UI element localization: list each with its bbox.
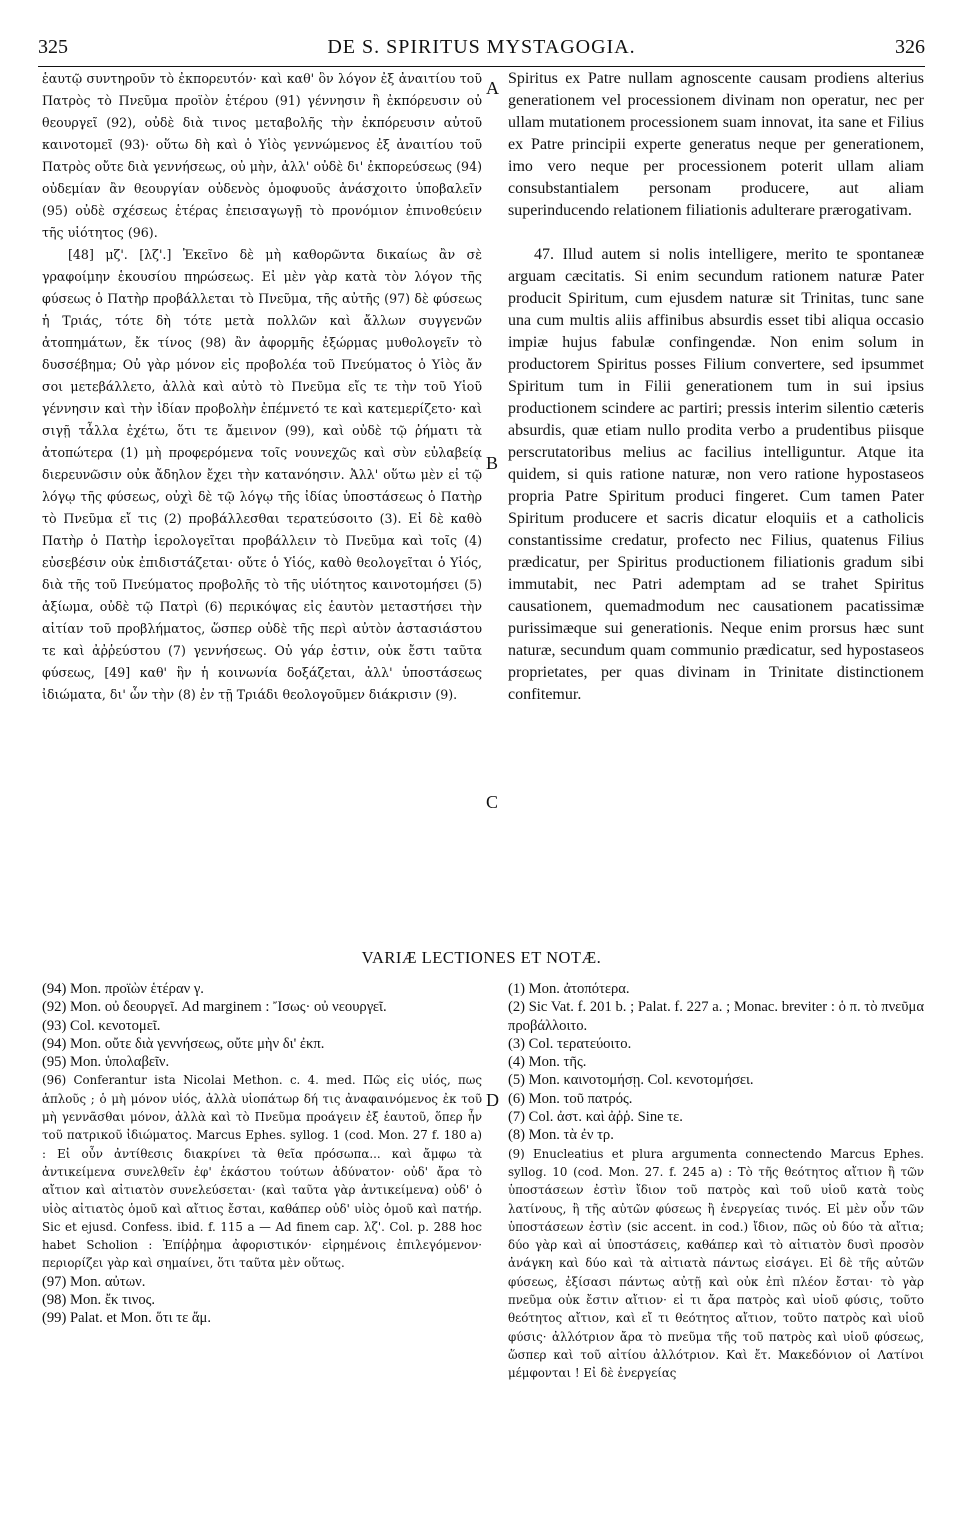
note-99: (99) Palat. et Mon. ὅτι τε ἄμ. (42, 1310, 211, 1327)
margin-letter-a: A (486, 78, 499, 98)
note-4: (4) Mon. τῆς. (508, 1054, 587, 1071)
note-6: (6) Mon. τοῦ πατρός. (508, 1090, 633, 1107)
note-7: (7) Col. ἀστ. καὶ ἀῤῥ. Sine τε. (508, 1109, 683, 1126)
note-1: (1) Mon. ἀτοπότερα. (508, 981, 630, 997)
note-3: (3) Col. τερατεύοιτο. (508, 1035, 632, 1052)
notes-right-column (508, 980, 924, 1505)
note-92: (92) Mon. οὐ δεουργεῖ. Ad marginem : Ἴσως· οὐ νεουργεῖ. (42, 999, 387, 1016)
running-title: DE S. SPIRITUS MYSTAGOGIA. (327, 36, 636, 58)
notes-title: VARIÆ LECTIONES ET NOTÆ. (361, 948, 602, 967)
latin-paragraph-1: Spiritus ex Patre nullam agnoscente causam prodiens alterius generationem vel processionem divinam non operatur, nec per ullam mutationem processionem suam innovat, ita sane et Filius ex Patre principii experte generatus neque per generationem, imo vero neque per processionem poterit ullam aliam consubstantialem personam producere, aut aliam superinducendo relationem filiationis adulterare prærogativam. (508, 70, 924, 219)
note-97: (97) Mon. αὐτων. (42, 1273, 146, 1290)
margin-letter-b: B (486, 453, 499, 473)
latin-column (508, 68, 924, 888)
note-94a: (94) Mon. προϊὼν ἑτέραν γ. (42, 981, 204, 997)
page-number-right: 326 (895, 36, 925, 58)
latin-paragraph-2: 47. Illud autem si nolis intelligere, merito te spontaneæ arguam cæcitatis. Si enim secundum rationem naturæ Pater producit Spiritum, cum ejusdem naturæ sit Trinitas, tunc sane una cum multis aliis affinibus absurdis esset tibi aliqua occasio impiæ hujus fabulæ confingendæ. Non enim solum in productorem Spiritus posses Filium convertere, sed ipsummet Spiritum tum in Filii generationem tum in sui ipsius productionem scindere ac partiri; pressis interim silentio cæteris absurdis, quæ etiam nullo prodita verbo a prudentibus piisque perscrutatoribus melius ac facilius intelliguntur. Atque ita quidem, si quis ratione naturæ, non vero ratione hypostaseos propria Patre Spiritum produci fingeret. Cum tamen Pater Spiritum producere et sacris dicatur eloquiis et a catholicis constantissime credatur, profecto nec Filius, quatenus Filius prædicatur, per Spiritus productionem filiationis gradum sibi immutabit, nec Patri ademptam ad se trahet Spiritus causationem, quemadmodum nec causationem pacatissimæ purissimæque sui generationis. Neque enim prorsus hæc sunt naturæ, secundum quam communio prædicatur, sed hypostaseos proprietates, per quas divinam in Trinitate distinctionem confitemur. (508, 246, 924, 703)
note-96: (96) Conferantur ista Nicolai Methon. c. 4. med. Πῶς εἰς υἱός, πως ἁπλοῦς ; ὁ μὴ μόνον υἱός, ἀλλὰ υἱοπάτωρ δή τις ἀναφαινόμενος ἐκ τοῦ μὴ γεννᾶσθαι μόνον, ἀλλὰ καὶ τὸ Πνεῦμα προάγειν ἐξ ἑαυτοῦ, ὅπερ ἦν τοῦ πατρικοῦ ἰδιώματος. Marcus Ephes. syllog. 1 (cod. Mon. 27 f. 180 a) : Εἰ οὖν ἀντίθεσις διακρίνει τὰ θεῖα πρόσωπα... καὶ ἄμφω τὰ ἀντικείμενα συνελθεῖν ἐφ' ἑκάστου τούτων ἀδύνατον· οὐδ' ἄρα τὸ αἴτιον καὶ αἰτιατὸν συνελεύσεται· (καὶ ταῦτα γὰρ ἀντικείμενα) οὐδ' ὁ υἱὸς αἰτιατὸς ὁμοῦ καὶ αἴτιος ἔσται, καθάπερ οὐδ' υἱὸς ὁμοῦ καὶ πατήρ. Sic et ejusd. Confess. ibid. f. 115 a — Ad finem cap. λζ'. Col. p. 288 hoc habet Scholion : Ἐπίῤῥημα ἀφοριστικόν· εἰρημένοις ἐπιλεγόμενον· περιορίζει γὰρ καὶ σημαίνει, ὅτι ταῦτα μὲν οὕτως. (42, 1073, 482, 1271)
header-rule (38, 66, 925, 67)
notes-left-column (42, 980, 482, 1505)
note-2: (2) Sic Vat. f. 201 b. ; Palat. f. 227 a. ; Monac. breviter : ὁ π. τὸ πνεῦμα προβάλλοιτο. (508, 999, 924, 1034)
page-number-left: 325 (38, 36, 68, 58)
margin-letter-d: D (486, 1090, 499, 1110)
greek-paragraph-2: [48] μζ'. [λζ'.] Ἐκεῖνο δὲ μὴ καθορῶντα δικαίως ἂν σὲ γραφοίμην ἑκουσίου πηρώσεως. Εἰ μὲν γὰρ κατὰ τὸν λόγον τῆς φύσεως ὁ Πατὴρ προβάλλεται τὸ Πνεῦμα, τῆς αὐτῆς (97) δὲ φύσεως ἡ Τριάς, τότε δὴ τότε μετὰ πολλῶν καὶ ἄλλων συγγενῶν ἀτοπημάτων, ἔκ τίνος (98) ἂν ἀφορμῆς ἐξώρμας μυθολογεῖν τὸ δυσσέβημα; Οὐ γὰρ μόνον εἰς προβολέα τοῦ Πνεύματος ὁ Υἱὸς ἄν σοι μετεβάλλετο, ἀλλὰ καὶ αὐτὸ τὸ Πνεῦμα εἴς τε τὴν τοῦ Υἱοῦ γέννησιν καὶ τὴν ἰδίαν προβολὴν ἐπέμνετό τε καὶ κατεμερίζετο· καὶ σιγῇ τἆλλα ἐχέτω, ὅτι τε ἄμεινον (99), καὶ οὐδὲ τῷ ῥήματι τὰ ἀτοπώτερα (1) μὴ προφερόμενα τοῖς νουνεχῶς καὶ σὺν εὐλαβείᾳ διερευνῶσιν οὐκ ἄδηλον ἔχει τὴν κατανόησιν. Ἀλλ' οὕτω μὲν εἰ τῷ λόγῳ τῆς φύσεως, οὐχὶ δὲ τῷ λόγῳ τῆς ἰδίας ὑποστάσεως ὁ Πατὴρ τὸ Πνεῦμα εἴ τις (2) προβάλλεσθαι τερατεύσοιτο (3). Εἰ δὲ καθὸ Πατὴρ ὁ Πατὴρ ἱερολογεῖται προβάλλειν τὸ Πνεῦμα καὶ τοῖς (4) εὐσεβέσιν οὐκ ἐπιδιστάζεται· οὔτε ὁ Υἱός, καθὸ θεολογεῖται ὁ Υἱός, διὰ τῆς τοῦ Πνεύματος προβολῆς τὸ τῆς υἱότητος καινοτομήσει (5) ἀξίωμα, οὐδὲ τῷ Πατρὶ (6) περικόψας εἰς ἑαυτὸν μεταστήσει τὴν αἰτίαν τοῦ προβλήματος, ὥσπερ οὐδὲ τῆς περὶ αὐτὸν ἀστασιάστου τε καὶ ἀῤῥεύστου (7) γεννήσεως. Οὐ γάρ ἐστιν, οὐκ ἔστι ταῦτα φύσεως, [49] καθ' ἣν ἡ κοινωνία δοξάζεται, ἀλλ' ὑποστάσεως ἰδιώματα, δι' ὧν τὴν (8) ἐν τῇ Τριάδι θεολογοῦμεν διάκρισιν (9). (42, 247, 482, 702)
note-98: (98) Mon. ἔκ τινος. (42, 1292, 156, 1309)
note-93: (93) Col. κενοτομεῖ. (42, 1017, 161, 1034)
page-header (38, 36, 925, 64)
note-9: (9) Enucleatius et plura argumenta connectendo Marcus Ephes. syllog. 10 (cod. Mon. 27. f. 245 a) : Τὸ τῆς θεότητος αἴτιον ἢ τῶν ὑποστάσεων ἐστὶν ἴδιον τοῦ πατρὸς καὶ τοῦ υἱοῦ κατὰ τοὺς λατίνους, ἢ τῆς αὐτῶν φύσεως ἢ ἐνεργείας τινός. Εἰ μὲν οὖν τῶν ὑποστάσεων ἐστὶν (sic accent. in cod.) ἴδιον, πῶς οὐ δύο τὰ αἴτια; δύο γὰρ καὶ αἱ ὑποστάσεις, καθάπερ καὶ τὸ αἰτιατὸν δυσὶ προσὸν ἀνάγκη καὶ δύο καὶ τὰ αἰτιατὰ πάντως εἰσάγει. Εἰ δὲ τῆς αὐτῶν φύσεως, ἐξίσασι πάντως αὐτῇ καὶ οὐκ ἐπὶ πλέον ἔσται· τὸ γὰρ πνεῦμα οὐκ ἔστιν αἴτιον· εἰ τι ἄρα πατρὸς καὶ υἱοῦ φύσις, τοῦτο θεότητος αἴτιον, καὶ εἴ τι θεότητος αἴτιον, τοῦτο πατρὸς καὶ υἱοῦ φύσις· ἀλλότριον ἄρα τὸ πνεῦμα τῆς τοῦ πατρὸς καὶ υἱοῦ φύσεως, ὥσπερ καὶ τοῦ αἰτίου ἀλλότριον. Καὶ ἔτ. Μακεδόνιον οἱ Λατίνοι μέμφονται ! Εἰ δὲ ἐνεργείας (508, 1146, 924, 1381)
greek-column (42, 68, 482, 938)
note-95: (95) Mon. ὑπολαβεῖν. (42, 1054, 170, 1071)
margin-letter-c: C (486, 792, 499, 812)
note-5: (5) Mon. καινοτομήσῃ. Col. κενοτομήσει. (508, 1072, 754, 1089)
note-8: (8) Mon. τὰ ἐν τρ. (508, 1127, 614, 1144)
note-94b: (94) Mon. οὔτε διὰ γεννήσεως, οὔτε μὴν δι' ἐκπ. (42, 1035, 325, 1052)
greek-paragraph-1: ἑαυτῷ συντηροῦν τὸ ἐκπορευτόν· καὶ καθ' ὃν λόγον ἐξ ἀναιτίου τοῦ Πατρὸς τὸ Πνεῦμα προϊὸν ἑτέρου (91) γέννησιν ἢ ἐκπόρευσιν οὐ θεουργεῖ (92), οὐδὲ διὰ τινος μεταβολῆς τὴν ἐκπόρευσιν αὐτοῦ καινοτομεῖ (93)· οὕτω δὴ καὶ ὁ Υἱὸς γεννώμενος ἐξ ἀναιτίου τοῦ Πατρὸς οὔτε διὰ γεννήσεως, οὐ μὴν, ἀλλ' οὐδὲ δι' ἐκπορεύσεως (94) οὐδεμίαν ἂν θεουργίαν οὐδενὸς ὁμοφυοῦς ἀνάσχοιτο ὑποβαλεῖν (95) οὐδὲ σχέσεως ἑτέρας ἐπεισαγωγῇ τὸ προνόμιον ἐπινοθεύειν τῆς υἱότητος (96). (42, 71, 482, 240)
